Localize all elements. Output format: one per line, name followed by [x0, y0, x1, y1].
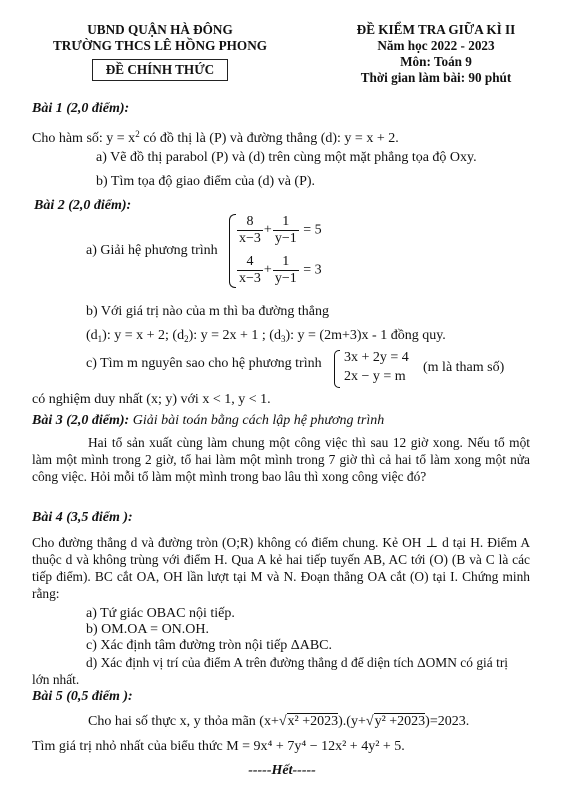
duration: Thời gian làm bài: 90 phút — [360, 70, 512, 85]
question-4d: d) Xác định vị trí của điểm A trên đường thẳng d để diện tích ΔOMN có giá trị lớn nhất. — [32, 655, 508, 687]
system-c-brace — [334, 350, 340, 388]
q1-line: có đồ thị là (P) và đường thẳng (d): y = x + 2. — [139, 131, 399, 146]
question-4-body: Cho đường thẳng d và đường tròn (O;R) không có điểm chung. Kẻ OH ⊥ d tại H. Điểm A thuộc d và không trùng với điểm H. Qua A kẻ hai tiếp tuyến AB, AC tới (O) (B và C là các tiếp điểm). BC cắt OA, OH lần lượt tại M và N. Đoạn thẳng OA cắt (O) tại I. Chứng minh rằng: — [32, 535, 530, 601]
question-2b: b) Với giá trị nào của m thì ba đường thẳng — [86, 304, 329, 319]
question-1-title: Bài 1 (2,0 điểm): — [32, 101, 130, 116]
system-c-eq2: 2x − y = m — [344, 369, 406, 384]
question-4b: b) OM.OA = ON.OH. — [86, 622, 210, 637]
end-marker: -----Hết----- — [248, 763, 316, 778]
system-eq2: $\frac{4}{x-3}$ + $\frac{1}{y-1}$ = 3 — [239, 254, 322, 286]
question-2c: c) Tìm m nguyên sao cho hệ phương trình — [86, 356, 322, 371]
q1-function: Cho hàm số: y = x — [32, 131, 136, 146]
subject: Môn: Toán 9 — [400, 54, 472, 69]
system-brace — [229, 214, 236, 288]
question-5-expression: Tìm giá trị nhỏ nhất của biểu thức M = 9x⁴ + 7y⁴ − 12x² + 4y² + 5. — [32, 739, 405, 754]
official-badge: ĐỀ CHÍNH THỨC — [92, 59, 228, 81]
question-4c: c) Xác định tâm đường tròn nội tiếp ΔABC. — [86, 638, 333, 653]
question-4-title: Bài 4 (3,5 điểm ): — [32, 510, 133, 525]
district-name: UBND QUẬN HÀ ĐÔNG — [87, 22, 233, 37]
q1-exponent: 2 — [135, 129, 140, 139]
question-4a: a) Tứ giác OBAC nội tiếp. — [86, 606, 235, 621]
question-2a-label: a) Giải hệ phương trình — [86, 243, 218, 258]
school-year: Năm học 2022 - 2023 — [377, 38, 495, 53]
question-3-body: Hai tổ sản xuất cùng làm chung một công việc thì sau 12 giờ xong. Nếu tổ một làm một mình trong 2 giờ, tổ hai làm một mình trong 7 giờ thì cả hai tổ làm xong một nửa công việc. Hỏi mỗi tổ làm một mình trong bao lâu thì xong công việc đó? — [32, 435, 530, 484]
system-c-param: (m là tham số) — [423, 360, 505, 375]
system-eq1: $\frac{8}{x-3}$ + $\frac{1}{y-1}$ = 5 — [239, 214, 322, 246]
question-2-title: Bài 2 (2,0 điểm): — [34, 198, 132, 213]
question-1b: b) Tìm tọa độ giao điểm của (d) và (P). — [96, 174, 316, 189]
question-1-intro — [32, 126, 399, 147]
question-5-condition: Cho hai số thực x, y thỏa mãn (x+√x² +2023).(y+√y² +2023)=2023. — [88, 714, 470, 729]
school-name: TRƯỜNG THCS LÊ HỒNG PHONG — [53, 38, 267, 53]
question-5-title: Bài 5 (0,5 điểm ): — [32, 689, 133, 704]
question-3-title: Bài 3 (2,0 điểm): Giải bài toán bằng cách lập hệ phương trình — [32, 413, 385, 428]
exam-title: ĐỀ KIỂM TRA GIỮA KÌ II — [356, 22, 516, 37]
question-1a: a) Vẽ đồ thị parabol (P) và (d) trên cùng một mặt phẳng tọa độ Oxy. — [96, 150, 477, 165]
system-c-eq1: 3x + 2y = 4 — [344, 350, 409, 365]
question-2c-condition: có nghiệm duy nhất (x; y) với x < 1, y < 1. — [32, 392, 271, 407]
question-2b-lines: $(d_1)$: y = x + 2; $(d_2)$: y = 2x + 1 ; $(d_3)$: y = (2m+3)x - 1 đồng quy. — [86, 328, 446, 344]
